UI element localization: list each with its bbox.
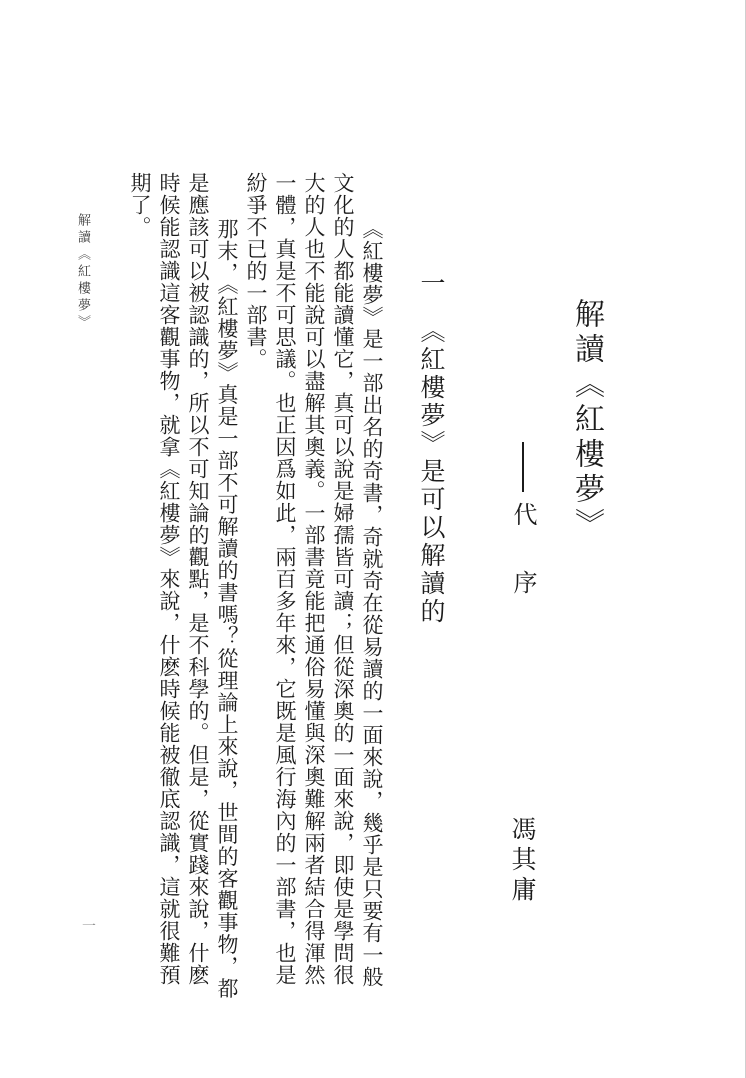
running-header: 解讀《紅樓夢》 (76, 213, 91, 332)
section-heading (412, 270, 448, 626)
paragraph-2: 那末，《紅樓夢》真是一部不可解讀的書嗎？從理論上來說，世間的客觀事物，都是應該可以被認識的，所以不可知論的觀點，是不科學的。但是，從實踐來說，什麽時候能認識這客觀事物，就拿《紅樓夢》來說，什麽時候能被徹底認識，這就很難預期了。 (128, 172, 239, 1000)
heading-gap (430, 298, 431, 318)
page-number: 一 (82, 920, 96, 935)
subtitle-label: 代 序 (509, 502, 535, 604)
section-title: 《紅樓夢》是可以解讀的 (417, 318, 444, 626)
page-title: 解讀《紅樓夢》 (570, 298, 603, 543)
paragraph-1: 《紅樓夢》是一部出名的奇書，奇就奇在從易讀的一面來說，幾乎是只要有一般文化的人都能讀懂它，真可以說是婦孺皆可讀；但從深奧的一面來說，即使是學問很大的人也不能說可以盡解其奧義。一部書竟能把通俗易懂與深奧難解兩者結合得渾然一體，真是不可思議。也正因爲如此，兩百多年來，它既是風行海內的一部書，也是紛爭不已的一部書。 (244, 172, 384, 989)
em-dash-mark (522, 442, 524, 492)
author-name: 馮其庸 (508, 816, 535, 906)
body-text (128, 172, 386, 1006)
subtitle (505, 442, 540, 604)
section-number: 一 (417, 270, 444, 298)
